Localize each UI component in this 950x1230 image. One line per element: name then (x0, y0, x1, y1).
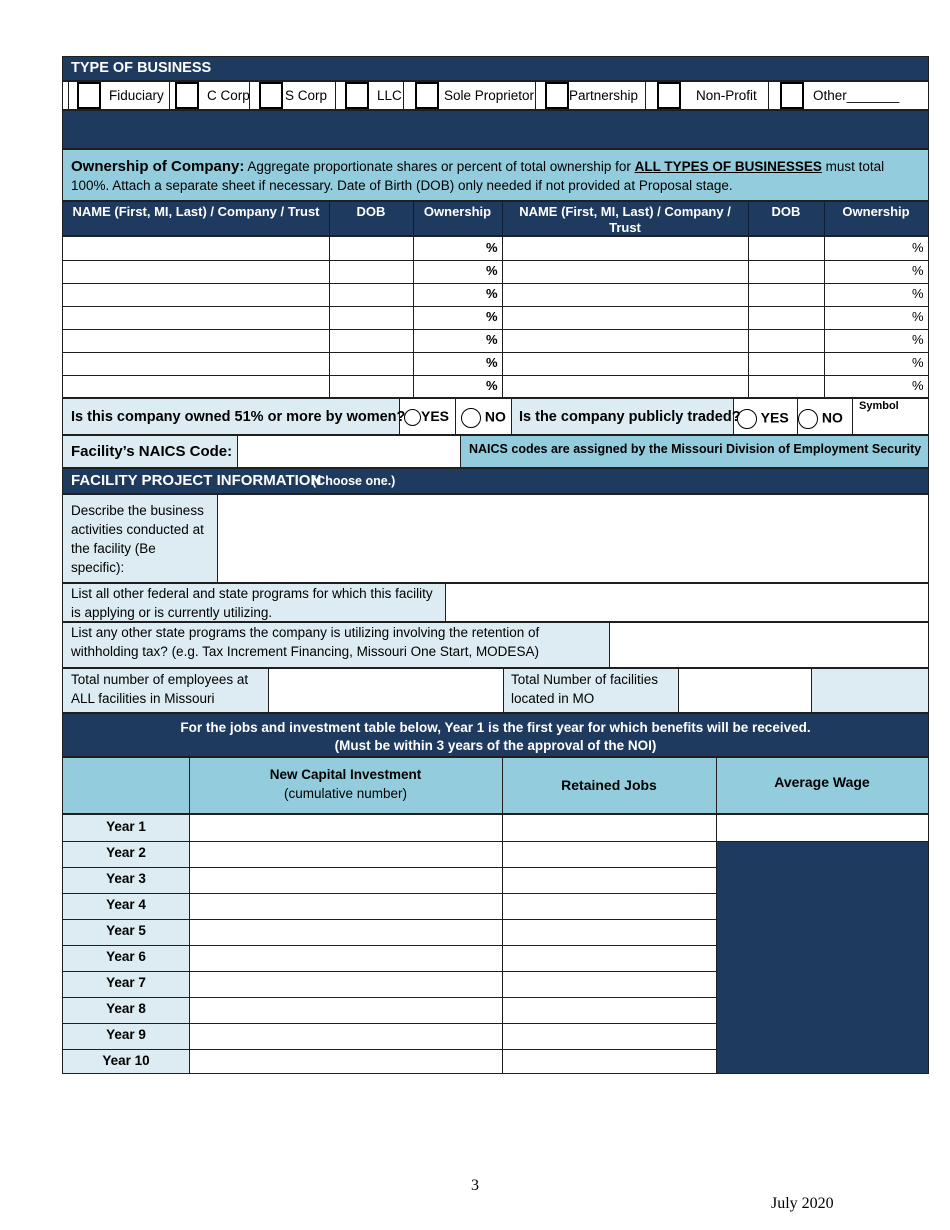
ownership-desc-pre: Aggregate proportionate shares or percent of total ownership for (244, 159, 635, 174)
ownership-percent-left: % (486, 309, 498, 324)
ownership-desc-post: must total 100%. Attach a separate sheet if necessary. Date of Birth (DOB) only needed if not provided at Proposal stage. (71, 159, 885, 193)
wage-row-divider (716, 841, 928, 842)
symbol-label: Symbol (859, 400, 899, 412)
employees-row (62, 668, 929, 713)
spacer-band (62, 110, 929, 149)
ownership-percent-left: % (486, 240, 498, 255)
describe-label: Describe the business activities conducted at the facility (Be specific): (71, 503, 204, 575)
col-dob-2: DOB (771, 204, 801, 219)
jobs-banner (62, 713, 929, 757)
programs-input[interactable] (447, 585, 927, 620)
women-yes-radio[interactable] (404, 409, 421, 426)
naics-row (62, 435, 929, 468)
ownership-percent-left: % (486, 286, 498, 301)
year-label: Year 5 (106, 923, 146, 938)
year-label: Year 1 (106, 819, 146, 834)
women-yes-label: YES (421, 408, 450, 424)
col-ownership-1: Ownership (423, 204, 492, 219)
year-label: Year 10 (102, 1053, 150, 1068)
naics-note: NAICS codes are assigned by the Missouri Division of Employment Security (469, 442, 922, 456)
employees-label: Total number of employees at ALL facilities in Missouri (71, 672, 249, 706)
describe-input[interactable] (219, 496, 927, 581)
year-row-divider (63, 841, 716, 842)
year-label: Year 8 (106, 1001, 146, 1016)
year-row-divider (63, 971, 716, 972)
c-corp-label: C Corp (207, 88, 250, 103)
naics-label: Facility’s NAICS Code: (71, 443, 233, 460)
employees-input[interactable] (270, 670, 502, 711)
jobs-table-body (62, 814, 929, 1074)
women-no-label: NO (484, 408, 506, 425)
ownership-questions-row (62, 398, 929, 435)
ownership-table-body (62, 236, 929, 398)
s-corp-label: S Corp (285, 88, 328, 103)
investment-col-title: New Capital Investment (269, 767, 422, 782)
ownership-percent-right: % (912, 355, 924, 370)
year-label: Year 4 (106, 897, 146, 912)
partnership-label: Partnership (569, 88, 639, 103)
programs-row (62, 583, 929, 622)
naics-input[interactable] (239, 437, 458, 466)
women-owned-yes[interactable] (404, 408, 449, 426)
fiduciary-label: Fiduciary (109, 88, 164, 103)
average-wage-col: Average Wage (774, 774, 870, 790)
year-label: Year 6 (106, 949, 146, 964)
year-label: Year 9 (106, 1027, 146, 1042)
non-profit-checkbox[interactable] (657, 82, 681, 109)
ownership-percent-right: % (912, 240, 924, 255)
non-profit-label: Non-Profit (696, 88, 757, 103)
ownership-percent-right: % (912, 332, 924, 347)
ownership-desc-emph: ALL TYPES OF BUSINESSES (634, 159, 822, 174)
type-of-business-header (62, 56, 929, 81)
footer-date: July 2020 (771, 1195, 834, 1212)
llc-checkbox[interactable] (345, 82, 369, 109)
ownership-percent-left: % (486, 378, 498, 393)
row-divider (63, 306, 928, 307)
sole-proprietor-label: Sole Proprietor (444, 88, 535, 103)
row-divider (63, 352, 928, 353)
c-corp-checkbox[interactable] (175, 82, 199, 109)
ownership-percent-left: % (486, 263, 498, 278)
public-yes-label: YES (760, 409, 789, 426)
year-row-divider (63, 867, 716, 868)
women-no-radio[interactable] (461, 408, 481, 428)
programs-label: List all other federal and state programs for which this facility is applying or is currently utilizing. (71, 586, 433, 620)
investment-col-sub: (cumulative number) (283, 786, 408, 801)
other-checkbox[interactable] (780, 82, 804, 109)
type-of-business-title: TYPE OF BUSINESS (71, 60, 212, 76)
row-divider (63, 283, 928, 284)
ownership-percent-left: % (486, 332, 498, 347)
ownership-table-header (62, 201, 929, 236)
ownership-heading: Ownership of Company: (71, 158, 245, 175)
jobs-table-header (62, 757, 929, 814)
year-row-divider (63, 997, 716, 998)
row-divider (63, 260, 928, 261)
facilities-label: Total Number of facilities located in MO (511, 672, 659, 706)
ownership-percent-right: % (912, 309, 924, 324)
public-no-radio[interactable] (798, 409, 818, 429)
public-yes-radio[interactable] (737, 409, 757, 429)
ownership-instructions (62, 149, 929, 201)
ownership-percent-right: % (912, 263, 924, 278)
other-label: Other_______ (813, 88, 900, 103)
public-no[interactable] (798, 409, 843, 429)
project-header (62, 468, 929, 494)
public-question: Is the company publicly traded? (519, 409, 741, 425)
women-owned-question: Is this company owned 51% or more by women? (71, 409, 406, 425)
women-owned-no[interactable] (461, 408, 506, 428)
row-divider (63, 329, 928, 330)
col-name-1: NAME (First, MI, Last) / Company / Trust (72, 204, 320, 219)
business-type-row (62, 81, 929, 110)
average-wage-blocked-area (716, 841, 928, 1073)
year-row-divider (63, 945, 716, 946)
col-ownership-2: Ownership (842, 204, 910, 219)
project-title: FACILITY PROJECT INFORMATION (71, 472, 322, 489)
fiduciary-checkbox[interactable] (77, 82, 101, 109)
year-row-divider (63, 1049, 716, 1050)
year-label: Year 3 (106, 871, 146, 886)
withholding-label: List any other state programs the company is utilizing involving the retention of withholding tax? (e.g. Tax Increment Financing, Missouri One Start, MODESA) (71, 625, 540, 659)
public-yes[interactable] (737, 409, 789, 429)
facilities-input[interactable] (680, 670, 810, 711)
year-row-divider (63, 1023, 716, 1024)
year-label: Year 2 (106, 845, 146, 860)
year-row-divider (63, 919, 716, 920)
withholding-row (62, 622, 929, 668)
public-no-label: NO (821, 409, 843, 426)
ownership-percent-right: % (912, 378, 924, 393)
jobs-banner-line1: For the jobs and investment table below, Year 1 is the first year for which benefits will be received. (180, 720, 811, 735)
describe-row (62, 494, 929, 583)
retained-jobs-col: Retained Jobs (561, 777, 657, 793)
year-row-divider (63, 893, 716, 894)
page-number: 3 (471, 1177, 479, 1194)
partnership-checkbox[interactable] (545, 82, 569, 109)
llc-label: LLC (377, 88, 402, 103)
col-name-2: NAME (First, MI, Last) / Company / Trust (519, 204, 731, 235)
year-label: Year 7 (106, 975, 146, 990)
ownership-percent-right: % (912, 286, 924, 301)
project-title-note: (Choose one.) (312, 474, 396, 488)
jobs-banner-line2: (Must be within 3 years of the approval of the NOI) (334, 738, 657, 753)
withholding-input[interactable] (611, 624, 927, 666)
s-corp-checkbox[interactable] (259, 82, 283, 109)
sole-proprietor-checkbox[interactable] (415, 82, 439, 109)
row-divider (63, 375, 928, 376)
col-dob-1: DOB (356, 204, 386, 219)
ownership-percent-left: % (486, 355, 498, 370)
